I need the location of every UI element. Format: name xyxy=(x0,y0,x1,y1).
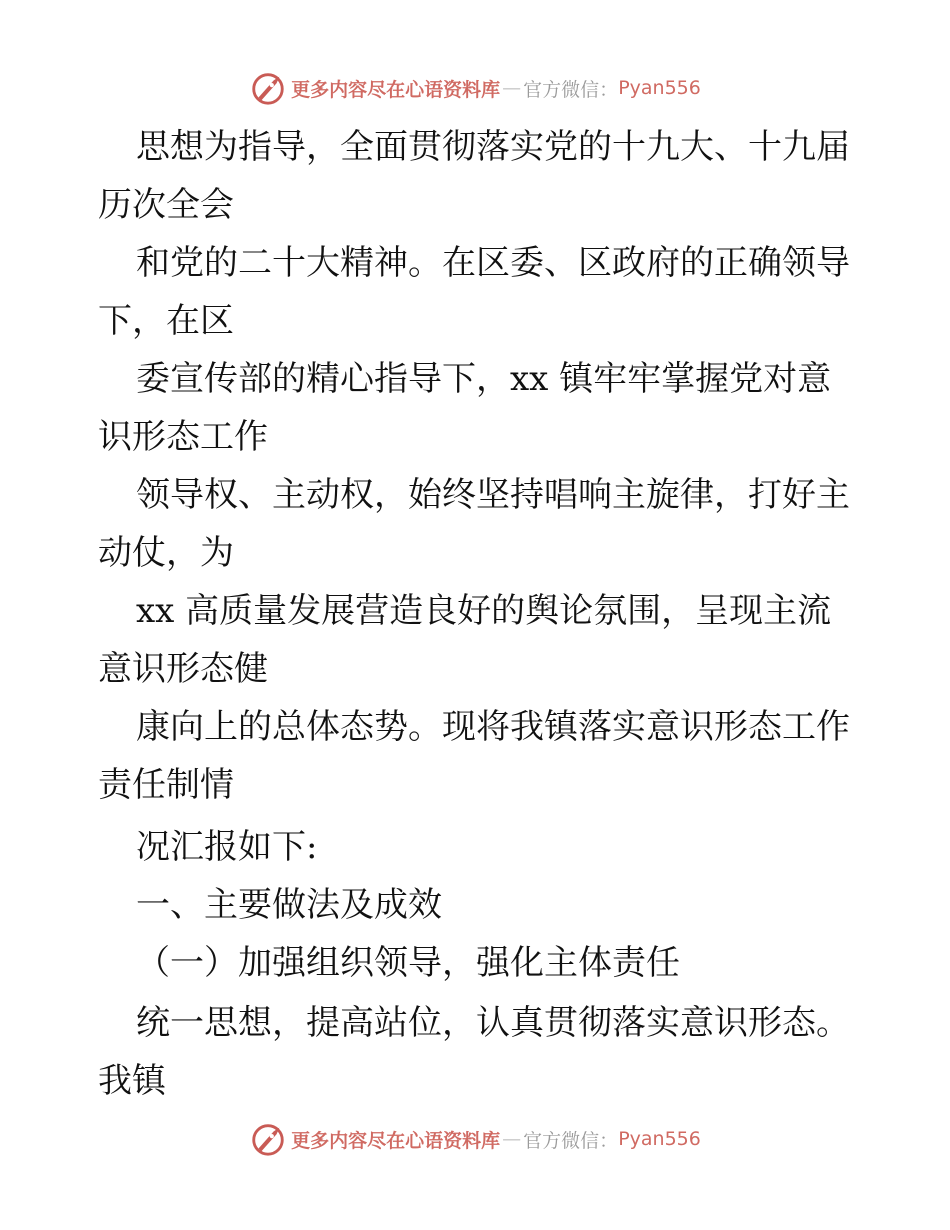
paragraph-line: 历次全会 xyxy=(98,185,234,225)
paragraph-line: 委宣传部的精心指导下，xx 镇牢牢掌握党对意 xyxy=(136,359,832,399)
paragraph-line: 思想为指导，全面贯彻落实党的十九大、十九届 xyxy=(136,127,850,167)
section-heading: 一、主要做法及成效 xyxy=(136,885,442,925)
paragraph-line: 领导权、主动权，始终坚持唱响主旋律，打好主 xyxy=(136,475,850,515)
paragraph-line: 和党的二十大精神。在区委、区政府的正确领导 xyxy=(136,243,850,283)
banner-tagline: 更多内容尽在心语资料库 xyxy=(291,1129,501,1152)
paragraph-line: 意识形态健 xyxy=(98,649,268,689)
banner-dash: — xyxy=(502,1128,522,1150)
subsection-heading: （一）加强组织领导，强化主体责任 xyxy=(136,943,680,983)
paragraph-line: 识形态工作 xyxy=(98,417,268,457)
paragraph-line: 动仗，为 xyxy=(98,533,234,573)
banner-wechat-id: Pyan556 xyxy=(618,1128,701,1150)
paragraph-line: 况汇报如下: xyxy=(136,827,318,867)
footer-banner xyxy=(0,1117,950,1161)
banner-wechat-label: 官方微信： xyxy=(523,1129,619,1152)
paragraph-line: 下，在区 xyxy=(98,301,234,341)
banner-tagline: 更多内容尽在心语资料库 xyxy=(291,78,501,101)
pen-nib-logo-icon xyxy=(249,69,287,107)
paragraph-line: 统一思想，提高站位，认真贯彻落实意识形态。 xyxy=(136,1003,850,1043)
banner-wechat-id: Pyan556 xyxy=(618,77,701,99)
paragraph-line: 责任制情 xyxy=(98,765,234,805)
paragraph-line: 我镇 xyxy=(98,1061,166,1101)
banner-wechat-label: 官方微信： xyxy=(523,78,619,101)
paragraph-line: 康向上的总体态势。现将我镇落实意识形态工作 xyxy=(136,707,850,747)
pen-nib-logo-icon xyxy=(249,1120,287,1158)
paragraph-line: xx 高质量发展营造良好的舆论氛围，呈现主流 xyxy=(136,591,832,631)
banner-dash: — xyxy=(502,77,522,99)
header-banner xyxy=(0,66,950,110)
